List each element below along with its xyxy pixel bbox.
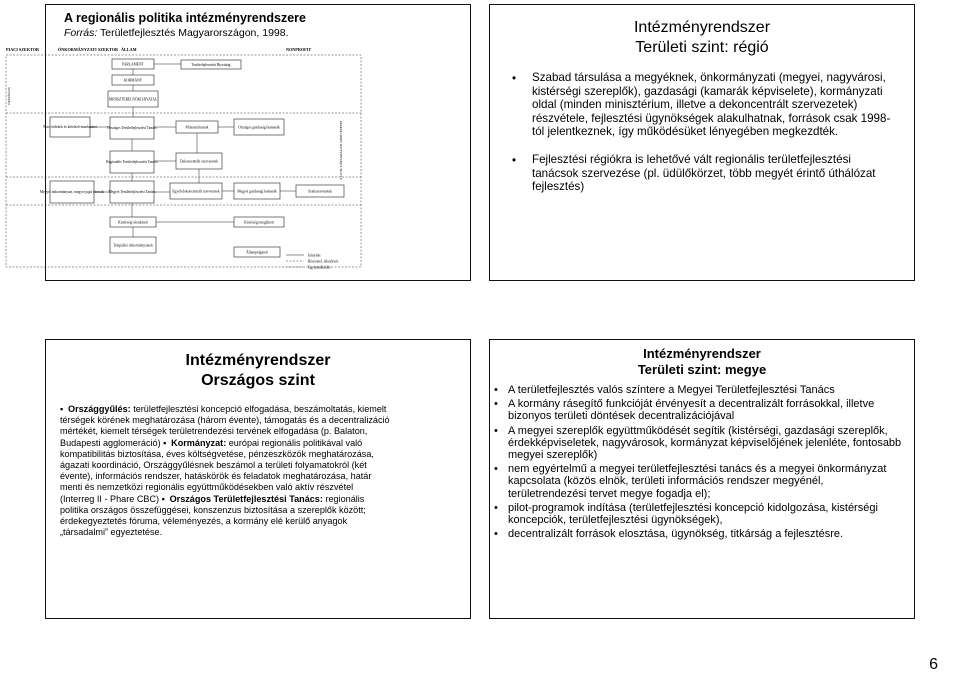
- label-allampolgar: Állampolgárok: [246, 250, 268, 255]
- paragraph-label: Országos Területfejlesztési Tanács:: [169, 493, 323, 504]
- col-onkormanyzati: ÖNKORMÁNYZATI SZEKTOR: [58, 47, 118, 52]
- bullet-text: A területfejlesztés valós színtere a Megyei Területfejlesztési Tanács: [508, 384, 835, 396]
- slide-title-line1: Intézményrendszer: [643, 346, 761, 361]
- bullet-icon: •: [494, 528, 498, 541]
- bullet-icon: •: [494, 384, 498, 396]
- paragraph-label: Kormányzat:: [171, 437, 227, 448]
- col-allam: ÁLLAM: [121, 47, 137, 52]
- bullet-text: A megyei szereplők együttműködését segítik (kistérségi, gazdasági szereplők, érdekképviseletek, nagyvárosok, kormányzat képviselőjének jelenléte, fontosabb megyei szereplők): [508, 424, 902, 462]
- slide-regional-level: [489, 4, 915, 281]
- slide-national-level: [45, 339, 471, 619]
- bullet-icon: •: [494, 501, 498, 514]
- slide-title-line2: Területi szint: régió: [635, 39, 769, 56]
- bullet-text: decentralizált források elosztása, ügynökség, titkárság a fejlesztésre.: [508, 528, 844, 541]
- institutional-diagram: [6, 5, 472, 282]
- bullet-list: [494, 384, 904, 542]
- label-miniszterelnoki: MINISZTERELNÖKI HIVATAL: [108, 97, 158, 102]
- label-egyeb-dekonc: Egyéb dekoncentrált szervezetek: [172, 189, 220, 194]
- legend-egyuttmukodes: Együttműködés: [308, 265, 331, 270]
- paragraph-text: területfejlesztési koncepció elfogadása, beszámoltatás, kiemelt térségek körének meghatározása (három évente), támogatás és a decentralizáció mértékét, kiemelt térségek területrendezési tervének elfogadása (p. Balaton, Budapesti agglomeráció): [60, 404, 390, 448]
- paragraph-label: Országgyűlés:: [68, 404, 131, 414]
- list-item: [494, 425, 904, 462]
- list-item: [494, 528, 904, 540]
- legend-iranyitas: Irányítás: [308, 253, 321, 258]
- slide-regional-policy-diagram: [6, 4, 471, 281]
- source-prefix: Forrás:: [64, 27, 98, 39]
- bullet-text: Szabad társulása a megyéknek, önkormányzati (megyei, nagyvárosi, kistérségi szereplők), gazdasági (kamarák képviselete), kormányzati oldal (minden minisztérium, illetve a dekoncentrált szervezetek) részvétele, fejlesztési ügynökségek alakulhatnak, források csak 1998-tól jelentkeznek, így működésüket lényegében megkezdték.: [532, 71, 891, 139]
- label-megyei-onk: Megyei önkormányzat, megyei jogú városok: [39, 190, 105, 194]
- list-item: [494, 398, 904, 422]
- list-item: [512, 71, 892, 139]
- bullet-text: nem egyértelmű a megyei területfejlesztési tanács és a megyei önkormányzat kapcsolata (közös elnök, területi információs rendszer megyénél, területrendezési tervet megye fogadja el);: [508, 463, 887, 500]
- level-orszagos: ORSZÁGOS: [7, 87, 11, 105]
- bullet-icon: •: [512, 72, 517, 85]
- slide-body: [60, 404, 390, 538]
- label-kormany: KORMÁNY: [123, 78, 143, 83]
- paragraph-text: európai regionális politikával való kompatibilitás biztosítása, éves költségvetése, pénzeszközök meghatározása, ágazati koordináció, Országgyűlésnek beszámol a területi folyamatokról (két évente), információs rendszer, hatáskörök és feladatok meghatározása, határ menti és nemzetközi regionális együttműködésekben való aktív részvétel (Interreg II - Phare CBC): [60, 437, 374, 504]
- col-piaci: PIACI SZEKTOR: [6, 47, 40, 52]
- bullet-text: A kormány rásegítő funkcióját érvényesít a decentralizált forrásokkal, illetve bizonyos területi döntések decentralizációjával: [508, 398, 875, 423]
- label-megyei-tanacs: Megyei Területfejlesztési Tanács: [108, 190, 156, 194]
- label-dekoncentralt-reg: Dekoncentrált szervezetek: [179, 159, 219, 164]
- paragraph-text: regionális politika országos összefüggései, konszenzus biztosítása a szereplők között; érdekegyeztetés fóruma, véleményezés, a kormány elé kerülő anyagok „társadalmi” egyeztetése.: [60, 493, 366, 538]
- list-item: [494, 502, 904, 526]
- label-kisterseg-tars: Kistérségi társulások: [117, 220, 149, 225]
- label-piaci-orszagos: Piaci érdekek és kötelező munkatársi: [43, 125, 97, 129]
- bullet-list: [512, 71, 892, 208]
- source-text: Területfejlesztés Magyarországon, 1998.: [97, 27, 289, 39]
- slide-county-level: [489, 339, 915, 619]
- label-gazdasagi-kamarak: Országos gazdasági kamarák: [238, 125, 280, 130]
- bullet-icon: •: [494, 398, 498, 411]
- bullet-icon: ▪: [60, 404, 64, 414]
- slide-title-line1: Intézményrendszer: [633, 19, 771, 36]
- label-regionalis-tanacs: Regionális Területfejlesztési Tanács: [106, 160, 158, 164]
- list-item: [494, 384, 904, 396]
- bullet-icon: •: [512, 153, 517, 167]
- slide-title-line2: Területi szint: megye: [637, 362, 767, 377]
- label-parlament: PARLAMENT: [122, 62, 144, 67]
- legend-reszvetel: Részvétel, ellenőrzés: [308, 259, 339, 264]
- civil-label: A CIVIL TÁRSADALOM SZERVEZETEI: [339, 120, 343, 180]
- label-telepulesi-onk: Települési önkormányzatok: [113, 243, 153, 248]
- label-szakszervezetek: Szakszervezetek: [308, 189, 332, 194]
- slide-title: A regionális politika intézményrendszere: [64, 11, 306, 25]
- label-kisterseg-megb: Kistérségi megbízott: [244, 220, 274, 225]
- bullet-icon: ▪: [163, 437, 167, 448]
- bullet-icon: •: [494, 463, 498, 476]
- slide-title-line2: Országos szint: [201, 372, 315, 389]
- bullet-icon: •: [494, 424, 498, 437]
- list-item: [512, 153, 892, 194]
- bullet-text: Fejlesztési régiókra is lehetővé vált regionális területfejlesztési tanácsok szervezése (pl. üdülőkörzet, több megyét érintő úthálózat fejlesztés): [532, 152, 876, 194]
- col-nonprofit: NONPROFIT: [286, 47, 312, 52]
- page-number: 6: [929, 656, 938, 673]
- label-megyei-kamarak: Megyei gazdasági kamarák: [237, 189, 277, 194]
- label-ter-bizottsag: Területfejlesztési Bizottság: [191, 63, 231, 67]
- label-miniszteriumok: Minisztériumok: [185, 125, 209, 130]
- bullet-text: pilot-programok indítása (területfejlesztési koncepció kidolgozása, kistérségi koncepciók, területfejlesztési ügynökségek),: [508, 501, 878, 527]
- label-orszagos-tanacs: Országos Területfejlesztési Tanács: [107, 126, 157, 130]
- list-item: [494, 463, 904, 500]
- bullet-icon: ▪: [161, 493, 165, 504]
- slide-title-line1: Intézményrendszer: [185, 352, 331, 369]
